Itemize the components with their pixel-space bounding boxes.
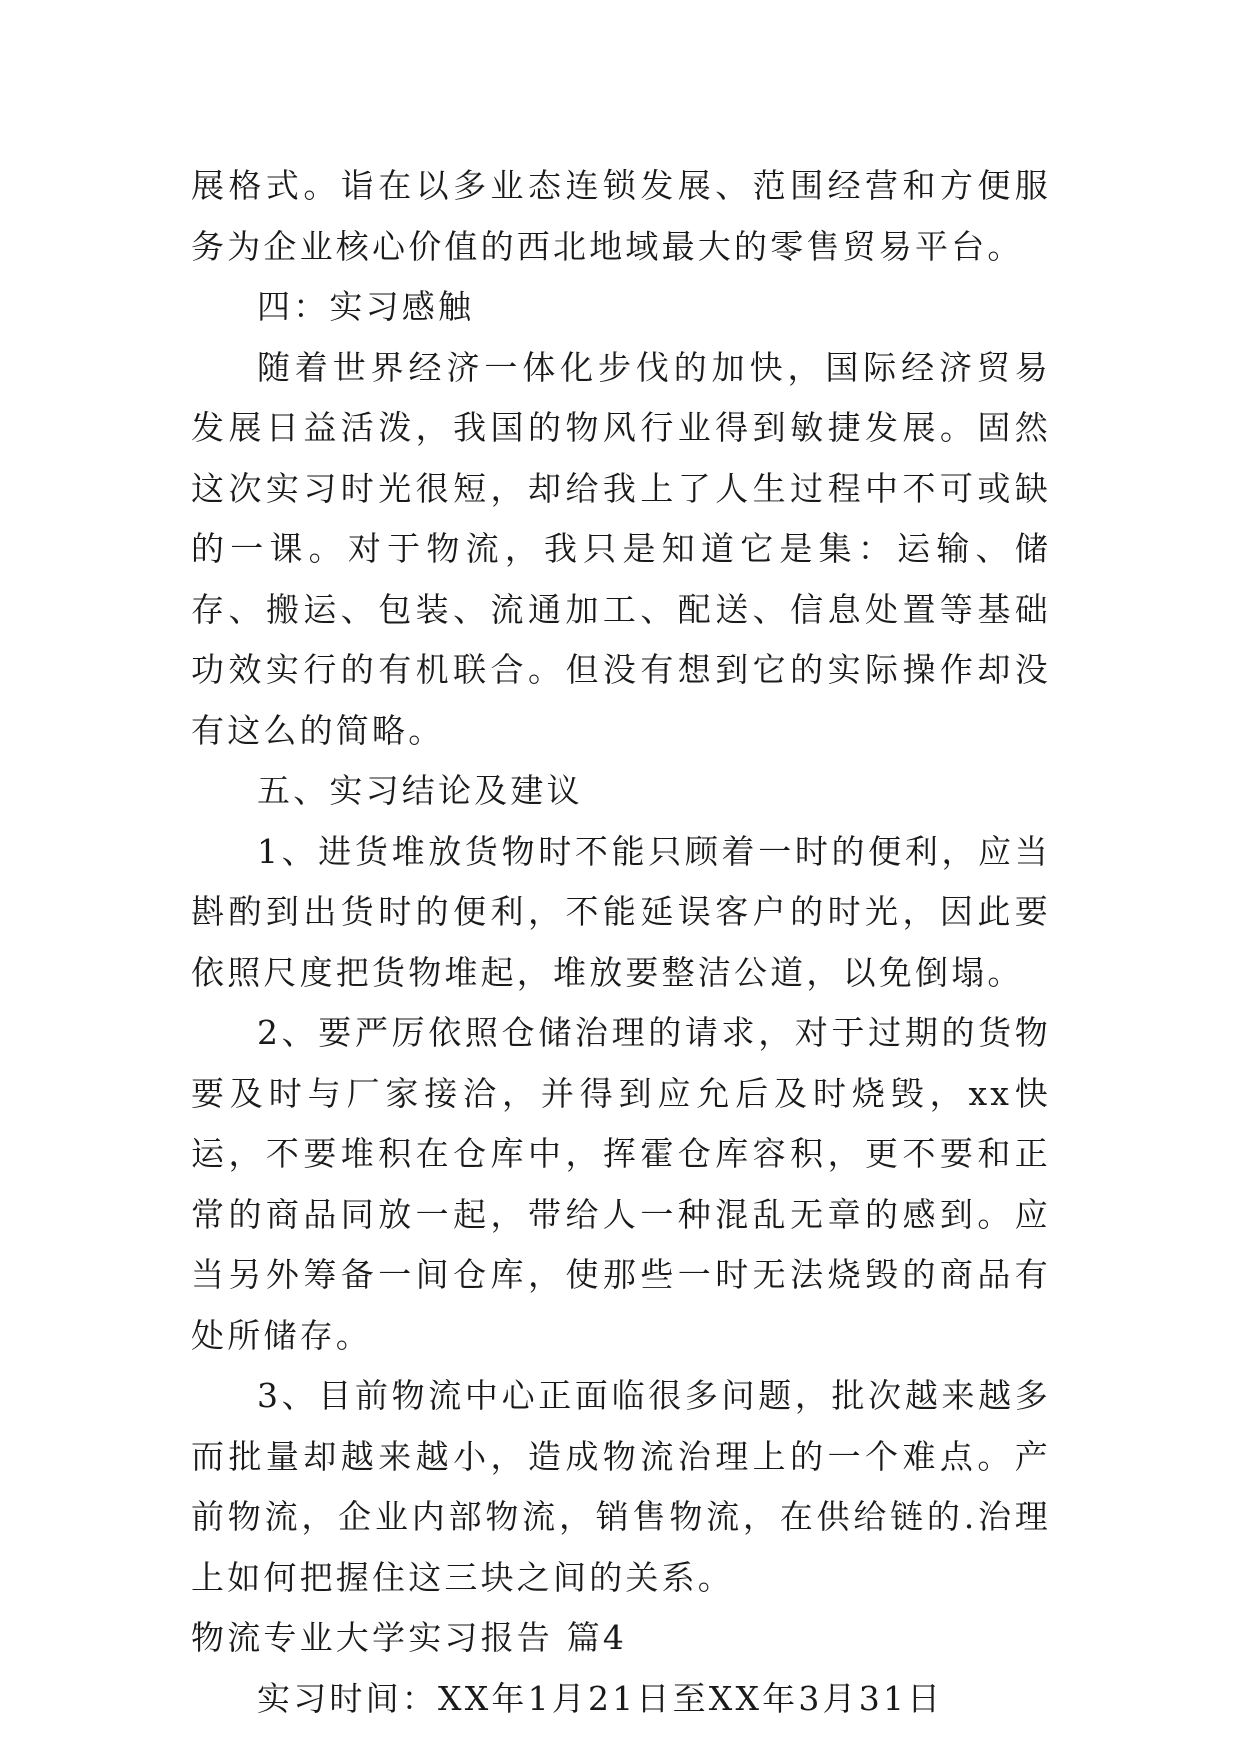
report-title: 物流专业大学实习报告 篇4: [191, 1618, 628, 1657]
internship-period: 实习时间：XX年1月21日至XX年3月31日: [257, 1678, 944, 1718]
paragraph-suggestion-3: 3、目前物流中心正面临很多问题，批次越来越多而批量却越来越小，造成物流治理上的一个难点。产前物流，企业内部物流，销售物流，在供给链的.治理上如何把握住这三块之间的关系。: [191, 1376, 1051, 1597]
section-heading-5: 五、实习结论及建议: [257, 771, 583, 810]
paragraph-suggestion-2: 2、要严厉依照仓储治理的请求，对于过期的货物要及时与厂家接洽，并得到应允后及时烧毁，xx快运，不要堆积在仓库中，挥霍仓库容积，更不要和正常的商品同放一起，带给人一种混乱无章的感到。应当另外筹备一间仓库，使那些一时无法烧毁的商品有处所储存。: [191, 1013, 1051, 1355]
paragraph-intro-continuation: 展格式。诣在以多业态连锁发展、范围经营和方便服务为企业核心价值的西北地域最大的零售贸易平台。: [191, 166, 1051, 266]
paragraph-suggestion-1: 1、进货堆放货物时不能只顾着一时的便利，应当斟酌到出货时的便利，不能延误客户的时光，因此要依照尺度把货物堆起，堆放要整洁公道，以免倒塌。: [191, 831, 1051, 992]
paragraph-internship-reflection: 随着世界经济一体化步伐的加快，国际经济贸易发展日益活泼，我国的物风行业得到敏捷发展。固然这次实习时光很短，却给我上了人生过程中不可或缺的一课。对于物流，我只是知道它是集：运输、储存、搬运、包装、流通加工、配送、信息处置等基础功效实行的有机联合。但没有想到它的实际操作却没有这么的简略。: [191, 347, 1051, 750]
document-body: [191, 156, 1051, 1729]
section-heading-4: 四：实习感触: [257, 287, 475, 326]
